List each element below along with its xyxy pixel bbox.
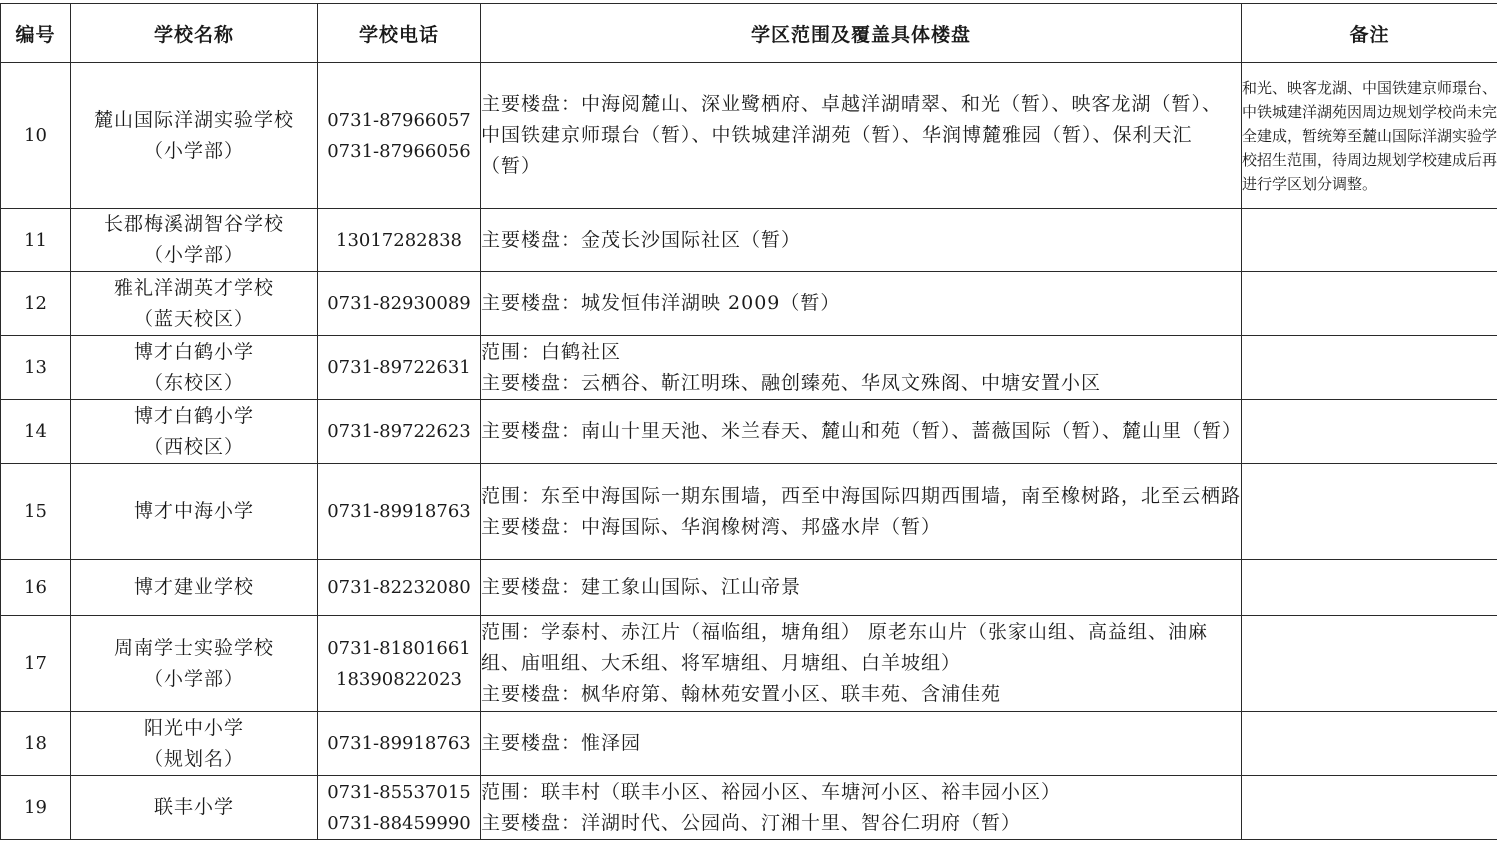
school-name-line: （蓝天校区） [133,307,254,330]
district-scope [481,400,1242,464]
table-row [1,464,1497,560]
school-phone [318,560,481,616]
notes-cell [1242,272,1497,336]
school-name-line: （小学部） [143,139,244,162]
school-name-line: （小学部） [143,244,244,266]
district-scope [481,712,1242,776]
school-name [71,209,318,272]
phone-number: 0731-87966056 [327,140,471,162]
district-scope-line: 主要楼盘：惟泽园 [481,732,642,754]
row-number: 12 [1,272,71,336]
district-scope [481,776,1242,840]
school-name [71,272,318,336]
district-scope-line: 范围：学泰村、赤江片（福临组，塘角组） 原老东山片（张家山组、高益组、油麻组、庙咀组、大禾组、将军塘组、月塘组、白羊坡组） [481,621,1209,674]
school-name [71,464,318,560]
district-scope-line: 范围：东至中海国际一期东围墙，西至中海国际四期西围墙，南至橡树路，北至云栖路 [481,484,1242,507]
district-scope [481,209,1242,272]
district-scope-line: 主要楼盘：金茂长沙国际社区（暂） [481,228,802,251]
school-phone [318,712,481,776]
table-row [1,560,1497,616]
school-name-line: （东校区） [143,371,244,394]
school-phone [318,209,481,272]
header-district-scope: 学区范围及覆盖具体楼盘 [481,4,1242,63]
school-name-line: 周南学士实验学校 [113,636,274,659]
table-row [1,400,1497,464]
table-row [1,712,1497,776]
row-number: 18 [1,712,71,776]
district-scope [481,63,1242,209]
table-row [1,209,1497,272]
school-name [71,616,318,712]
school-name [71,712,318,776]
phone-number: 0731-81801661 [327,637,471,659]
district-scope-line: 范围：联丰村（联丰小区、裕园小区、车塘河小区、裕丰园小区） [481,780,1062,803]
phone-number: 0731-89918763 [327,733,471,754]
school-name-line: （规划名） [143,747,244,770]
phone-number: 0731-88459990 [327,812,471,834]
header-school-name: 学校名称 [71,4,318,63]
school-name-line: 博才中海小学 [133,500,254,522]
notes-cell [1242,712,1497,776]
district-scope-line: 主要楼盘：城发恒伟洋湖映 2009（暂） [481,292,841,314]
header-num: 编号 [1,4,71,63]
school-name-line: 雅礼洋湖英才学校 [113,276,274,299]
school-name-line: 长郡梅溪湖智谷学校 [103,213,284,235]
notes-cell [1242,464,1497,560]
row-number: 10 [1,63,71,209]
phone-number: 13017282838 [336,229,462,251]
phone-number: 0731-82232080 [327,577,471,598]
school-name-line: （西校区） [143,435,244,458]
school-name [71,400,318,464]
table-row [1,616,1497,712]
district-scope-line: 主要楼盘：云栖谷、靳江明珠、融创臻苑、华凤文殊阁、中塘安置小区 [481,371,1102,394]
phone-number: 0731-87966057 [327,109,471,131]
school-district-table [0,3,1497,840]
school-phone [318,336,481,400]
school-name [71,560,318,616]
phone-number: 0731-89918763 [327,501,471,522]
phone-number: 0731-89722623 [327,421,471,442]
header-school-phone: 学校电话 [318,4,481,63]
district-scope-line: 主要楼盘：洋湖时代、公园尚、汀湘十里、智谷仁玥府（暂） [481,811,1022,834]
school-name [71,336,318,400]
notes-cell [1242,560,1497,616]
school-name-line: 博才白鹤小学 [133,404,254,427]
phone-number: 0731-89722631 [327,357,471,378]
phone-number: 18390822023 [336,668,462,690]
phone-number: 0731-82930089 [327,293,471,314]
school-name-line: 博才建业学校 [133,576,254,598]
district-scope-line: 范围：白鹤社区 [481,340,622,363]
table-row [1,776,1497,840]
district-scope-line: 主要楼盘：南山十里天池、米兰春天、麓山和苑（暂）、蔷薇国际（暂）、麓山里（暂） [481,420,1243,442]
school-name-line: 麓山国际洋湖实验学校 [93,108,294,131]
district-scope-line: 主要楼盘：枫华府第、翰林苑安置小区、联丰苑、含浦佳苑 [481,683,1002,705]
school-name-line: 联丰小学 [153,796,234,818]
school-phone [318,272,481,336]
district-scope [481,336,1242,400]
header-row [1,4,1497,63]
notes-cell [1242,776,1497,840]
notes-cell [1242,336,1497,400]
school-phone [318,400,481,464]
row-number: 17 [1,616,71,712]
district-scope-line: 主要楼盘：建工象山国际、江山帝景 [481,576,802,598]
table-row [1,63,1497,209]
notes-cell: 和光、映客龙湖、中国铁建京师璟台、中铁城建洋湖苑因周边规划学校尚未完全建成，暂统筹至麓山国际洋湖实验学校招生范围，待周边规划学校建成后再进行学区划分调整。 [1242,63,1497,209]
district-scope-line: 主要楼盘：中海阅麓山、深业鹭栖府、卓越洋湖晴翠、和光（暂）、映客龙湖（暂）、中国铁建京师璟台（暂）、中铁城建洋湖苑（暂）、华润博麓雅园（暂）、保利天汇（暂） [481,93,1223,177]
school-phone [318,63,481,209]
school-name-line: 阳光中小学 [143,716,244,739]
phone-number: 0731-85537015 [327,781,471,803]
row-number: 19 [1,776,71,840]
row-number: 13 [1,336,71,400]
notes-cell [1242,616,1497,712]
row-number: 16 [1,560,71,616]
notes-cell [1242,400,1497,464]
school-phone [318,776,481,840]
district-scope [481,464,1242,560]
school-name-line: 博才白鹤小学 [133,340,254,363]
school-name [71,63,318,209]
row-number: 14 [1,400,71,464]
district-scope [481,616,1242,712]
school-phone [318,616,481,712]
table-row [1,336,1497,400]
row-number: 15 [1,464,71,560]
table-row [1,272,1497,336]
header-notes: 备注 [1242,4,1497,63]
district-scope-line: 主要楼盘：中海国际、华润橡树湾、邦盛水岸（暂） [481,515,942,538]
school-phone [318,464,481,560]
notes-cell [1242,209,1497,272]
district-scope [481,272,1242,336]
school-name [71,776,318,840]
row-number: 11 [1,209,71,272]
school-name-line: （小学部） [143,667,244,690]
district-scope [481,560,1242,616]
